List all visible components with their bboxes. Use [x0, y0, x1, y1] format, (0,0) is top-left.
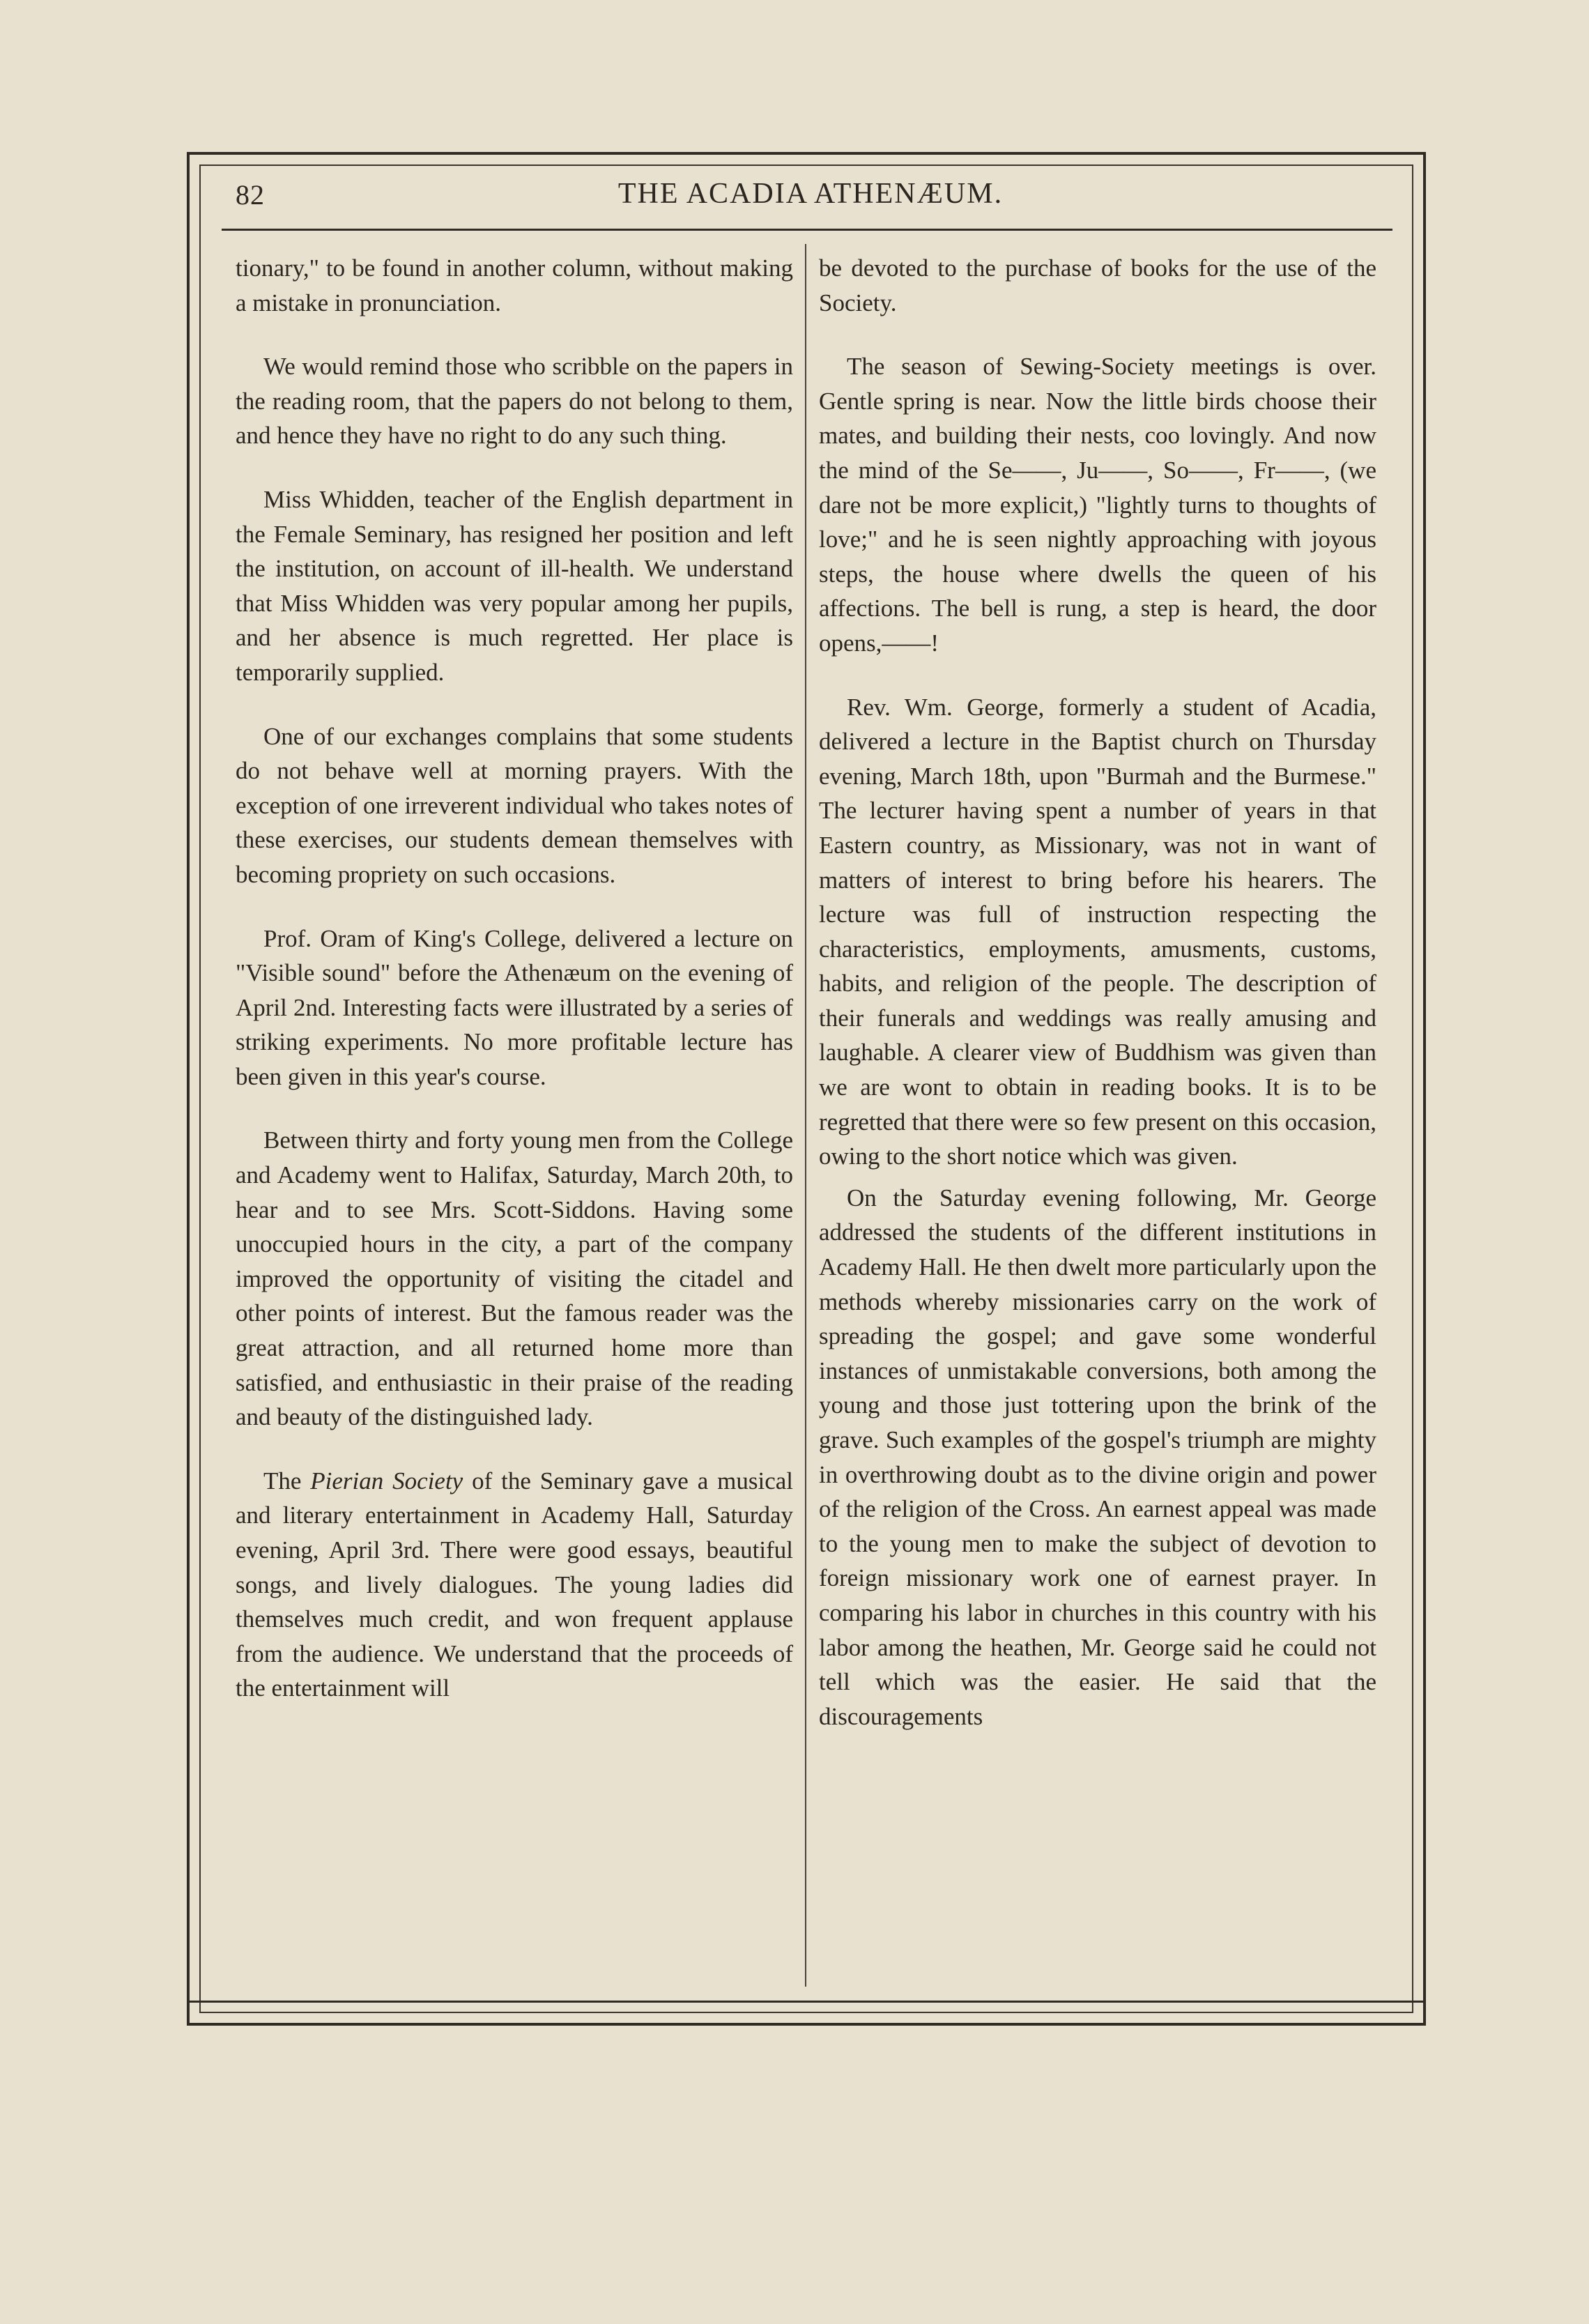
header-rule [222, 229, 1392, 231]
left-paragraph-3: Miss Whidden, teacher of the English department in the Female Seminary, has resigned her position and left the institution, on account of ill-health. We understand that Miss Whidden was very popular among her pupils, and her absence is much regretted. Her place is temporarily supplied. [236, 485, 793, 686]
running-head: THE ACADIA ATHENÆUM. [617, 178, 1004, 210]
left-paragraph-4: One of our exchanges complains that some students do not behave well at morning prayers. With the exception of one irreverent individual who takes notes of these exercises, our students demean themselves with becoming propriety on such occasions. [236, 722, 793, 888]
left-paragraph-6: Between thirty and forty young men from the College and Academy went to Halifax, Saturday, March 20th, to hear and to see Mrs. Scott-Siddons. Having some unoccupied hours in the city, a part of the company improved the opportunity of visiting the citadel and other points of interest. But the famous reader was the great attraction, and all returned home more than satisfied, and enthusiastic in their praise of the reading and beauty of the distinguished lady. [236, 1126, 793, 1431]
right-column [819, 251, 1376, 1763]
left-paragraph-7-lead: The [263, 1467, 311, 1494]
left-paragraph-5: Prof. Oram of King's College, delivered a lecture on "Visible sound" before the Athenæum on the evening of April 2nd. Interesting facts were illustrated by a series of striking experiments. No more profitable lecture has been given in this year's course. [236, 924, 793, 1090]
right-paragraph-1: be devoted to the purchase of books for the use of the Society. [819, 254, 1376, 316]
left-paragraph-2: We would remind those who scribble on the papers in the reading room, that the papers do not belong to them, and hence they have no right to do any such thing. [236, 353, 793, 450]
page-number: 82 [236, 179, 265, 211]
left-paragraph-7 [236, 1464, 793, 1706]
left-paragraph-7-rest: of the Seminary gave a musical and literary entertainment in Academy Hall, Saturday evening, April 3rd. There were good essays, beautiful songs, and lively dialogues. The young ladies did themselves much credit, and won frequent applause from the audience. We understand that the proceeds of the entertainment will [236, 1467, 793, 1702]
column-divider [805, 244, 806, 1987]
right-paragraph-4: On the Saturday evening following, Mr. George addressed the students of the different institutions in Academy Hall. He then dwelt more particularly upon the methods whereby missionaries carry on the work of spreading the gospel; and gave some wonderful instances of unmistakable conversions, both among the young and those just tottering upon the brink of the grave. Such examples of the gospel's triumph are mighty in overthrowing doubt as to the divine origin and power of the religion of the Cross. An earnest appeal was made to the young men to make the subject of devotion to foreign missionary work one of earnest prayer. In comparing his labor in churches in this country with his labor among the heathen, Mr. George said he could not tell which was the easier. He said that the discouragements [819, 1184, 1376, 1730]
right-paragraph-2: The season of Sewing-Society meetings is over. Gentle spring is near. Now the little birds choose their mates, and building their nests, coo lovingly. And now the mind of the Se——, Ju——, So——, Fr——, (we dare not be more explicit,) "lightly turns to thoughts of love;" and he is seen nightly approaching with joyous steps, the house where dwells the queen of his affections. The bell is rung, a step is heard, the door opens,——! [819, 353, 1376, 657]
footer-rule [187, 2001, 1426, 2003]
pierian-society-name: Pierian Society [310, 1467, 463, 1494]
page-header [236, 174, 1385, 223]
right-paragraph-3: Rev. Wm. George, formerly a student of Acadia, delivered a lecture in the Baptist church on Thursday evening, March 18th, upon "Burmah and the Burmese." The lecturer having spent a number of years in that Eastern country, as Missionary, was not in want of matters of interest to bring before his hearers. The lecture was full of instruction respecting the characteristics, employments, amusments, customs, habits, and religion of the people. The description of their funerals and weddings was really amusing and laughable. A clearer view of Buddhism was given than we are wont to obtain in reading books. It is to be regretted that there were so few present on this occasion, owing to the short notice which was given. [819, 693, 1376, 1170]
left-column [236, 251, 793, 1735]
left-paragraph-1: tionary," to be found in another column, without making a mistake in pronunciation. [236, 254, 793, 316]
